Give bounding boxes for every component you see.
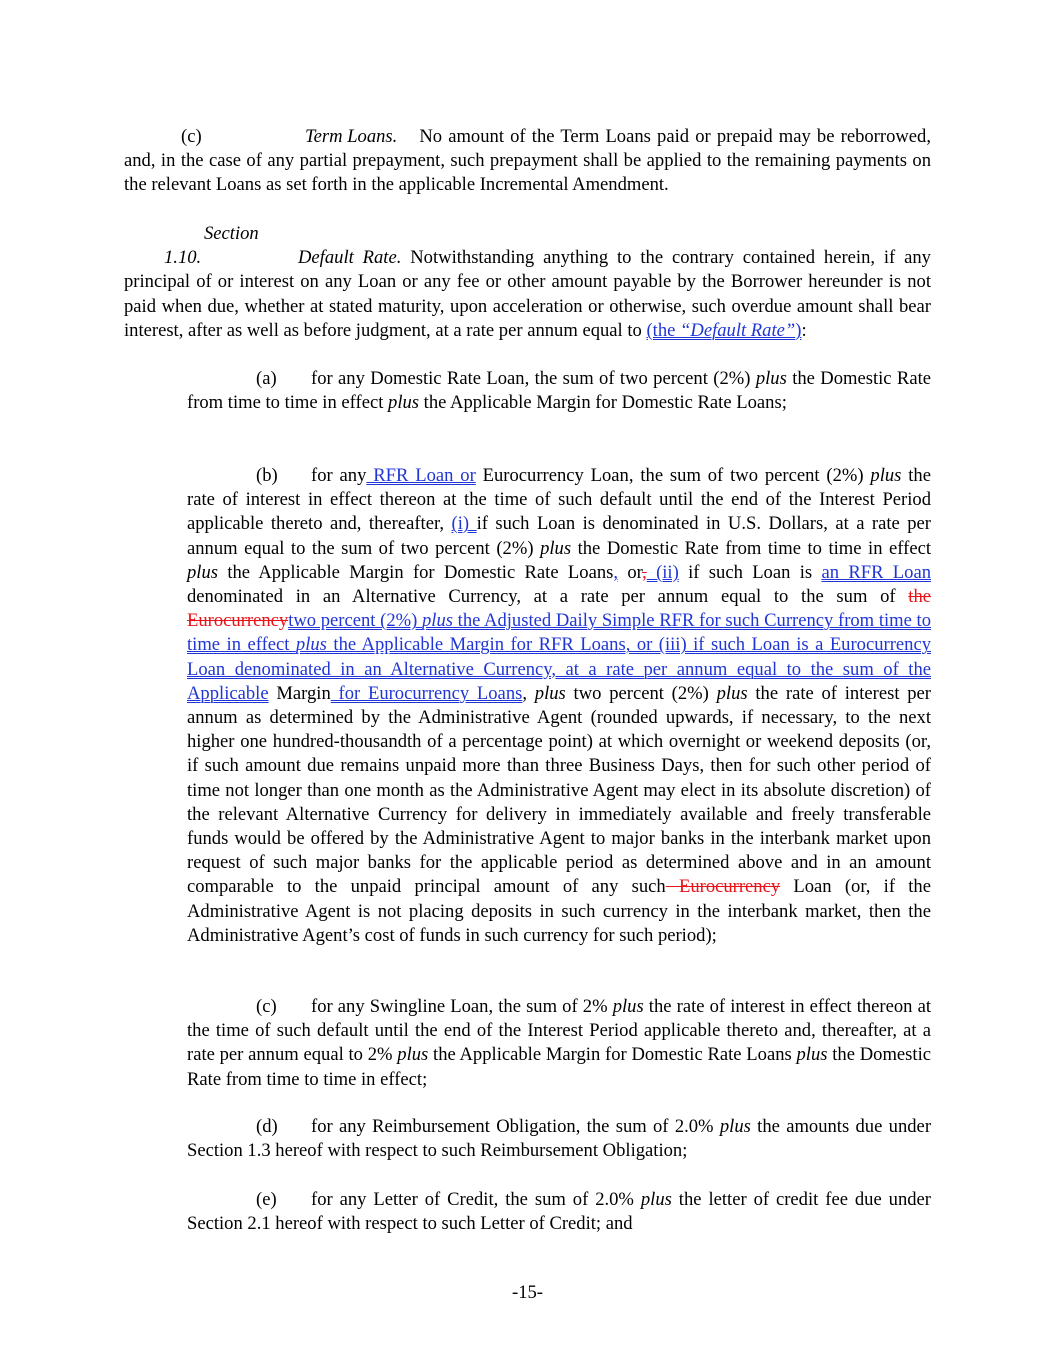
deleted-text: , [642, 561, 647, 583]
inserted-text: RFR Loan or [366, 465, 476, 486]
inserted-text: for Eurocurrency Loans [330, 682, 523, 704]
section-text: Notwithstanding anything to the contrary contained herein, if any principal of or interest on any Loan or any fee or other amount payable by the Borrower hereunder is not paid when due, whether at stated maturity, upon acceleration or otherwise, such overdue amount shall bear interest, after as well as before judgment, at a rate per annum equal to [124, 247, 931, 341]
item-label: (a) [256, 368, 277, 389]
inserted-text: , [613, 561, 619, 583]
item-a-domestic-rate-loan: (a) for any Domestic Rate Loan, the sum of two percent (2%) plus the Domestic Rate from time to time in effect plus the Applicable Margin for Domestic Rate Loans; [187, 368, 931, 414]
paragraph-heading: Term Loans. [305, 126, 398, 147]
item-label: (d) [256, 1116, 278, 1137]
deleted-text: the Eurocurrency [187, 586, 931, 632]
inserted-text: (i) [451, 513, 477, 535]
section-heading: Default Rate. [298, 247, 402, 269]
paragraph-c-term-loans [124, 125, 931, 198]
item-label: (b) [256, 465, 278, 486]
inserted-text: (the “Default Rate”) [646, 319, 802, 341]
paragraph-text: No amount of the Term Loans paid or prepaid may be reborrowed, and, in the case of any partial prepayment, such prepayment shall be applied to the remaining payments on the relevant Loans as set forth in the applicable Incremental Amendment. [124, 126, 931, 196]
section-number: Section 1.10. [164, 223, 259, 269]
item-b-rfr-eurocurrency-loan: (b) for any RFR Loan or Eurocurrency Loan, the sum of two percent (2%) plus the rate of interest in effect thereon at the time of such default until the end of the Interest Period applicable thereto and, thereafter, (i) if such Loan is denominated in U.S. Dollars, at a rate per annum equal to the sum of two percent (2%) plus the Domestic Rate from time to time in effect plus the Applicable Margin for Domestic Rate Loans, or, (ii) if such Loan is an RFR Loan denominated in an Alternative Currency, at a rate per annum equal to the sum of the Eurocurrencytwo percent (2%) plus the Adjusted Daily Simple RFR for such Currency from time to time in effect plus the Applicable Margin for RFR Loans, or (iii) if such Loan is a Eurocurrency Loan denominated in an Alternative Currency, at a rate per annum equal to the sum of the Applicable Margin for Eurocurrency Loans, plus two percent (2%) plus the rate of interest per annum as determined by the Administrative Agent (rounded upwards, if necessary, to the next higher one hundred-thousandth of a percentage point) at which overnight or weekend deposits (or, if such amount due remains unpaid more than three Business Days, then for such other period of time not longer than one month as the Administrative Agent may elect in its absolute discretion) of the relevant Alternative Currency for delivery in immediately available and freely transferable funds would be offered by the Administrative Agent to major banks in the interbank market upon request of such major banks for the applicable period as determined above and in an amount comparable to the unpaid principal amount of any such Eurocurrency Loan (or, if the Administrative Agent is not placing deposits in such currency in the interbank market, then the Administrative Agent’s cost of funds in such currency for such period); [187, 465, 932, 946]
inserted-text: two percent (2%) plus the Adjusted Daily Simple RFR for such Currency from time to time in effect plus the Applicable Margin for RFR Loans, or (iii) if such Loan is a Eurocurrency Loan denominated in an Alternative Currency, at a rate per annum equal to the sum of the Applicable [187, 610, 932, 704]
inserted-text: (ii) [646, 561, 679, 583]
page-number: -15- [512, 1282, 543, 1303]
item-e-letter-of-credit: (e) for any Letter of Credit, the sum of 2.0% plus the letter of credit fee due under Section 2.1 hereof with respect to such Letter of Credit; and [187, 1189, 931, 1235]
item-label: (e) [256, 1189, 277, 1210]
item-c-swingline-loan: (c) for any Swingline Loan, the sum of 2% plus the rate of interest in effect thereon at the time of such default until the end of the Interest Period applicable thereto and, thereafter, at a rate per annum equal to 2% plus the Applicable Margin for Domestic Rate Loans plus the Domestic Rate from time to time in effect; [187, 996, 931, 1090]
item-d-reimbursement-obligation: (d) for any Reimbursement Obligation, the sum of 2.0% plus the amounts due under Section 1.3 hereof with respect to such Reimbursement Obligation; [187, 1116, 932, 1162]
deleted-text: Eurocurrency [665, 876, 781, 898]
paragraph-label: (c) [181, 126, 202, 147]
inserted-text: an RFR Loan [821, 561, 931, 583]
section-1-10-default-rate: Section 1.10. Default Rate. Notwithstanding anything to the contrary contained herein, if any principal of or interest on any Loan or any fee or other amount payable by the Borrower hereunder is not paid when due, whether at stated maturity, upon acceleration or otherwise, such overdue amount shall bear interest, after as well as before judgment, at a rate per annum equal to (the “Default Rate”): [124, 223, 931, 341]
item-label: (c) [256, 996, 277, 1017]
